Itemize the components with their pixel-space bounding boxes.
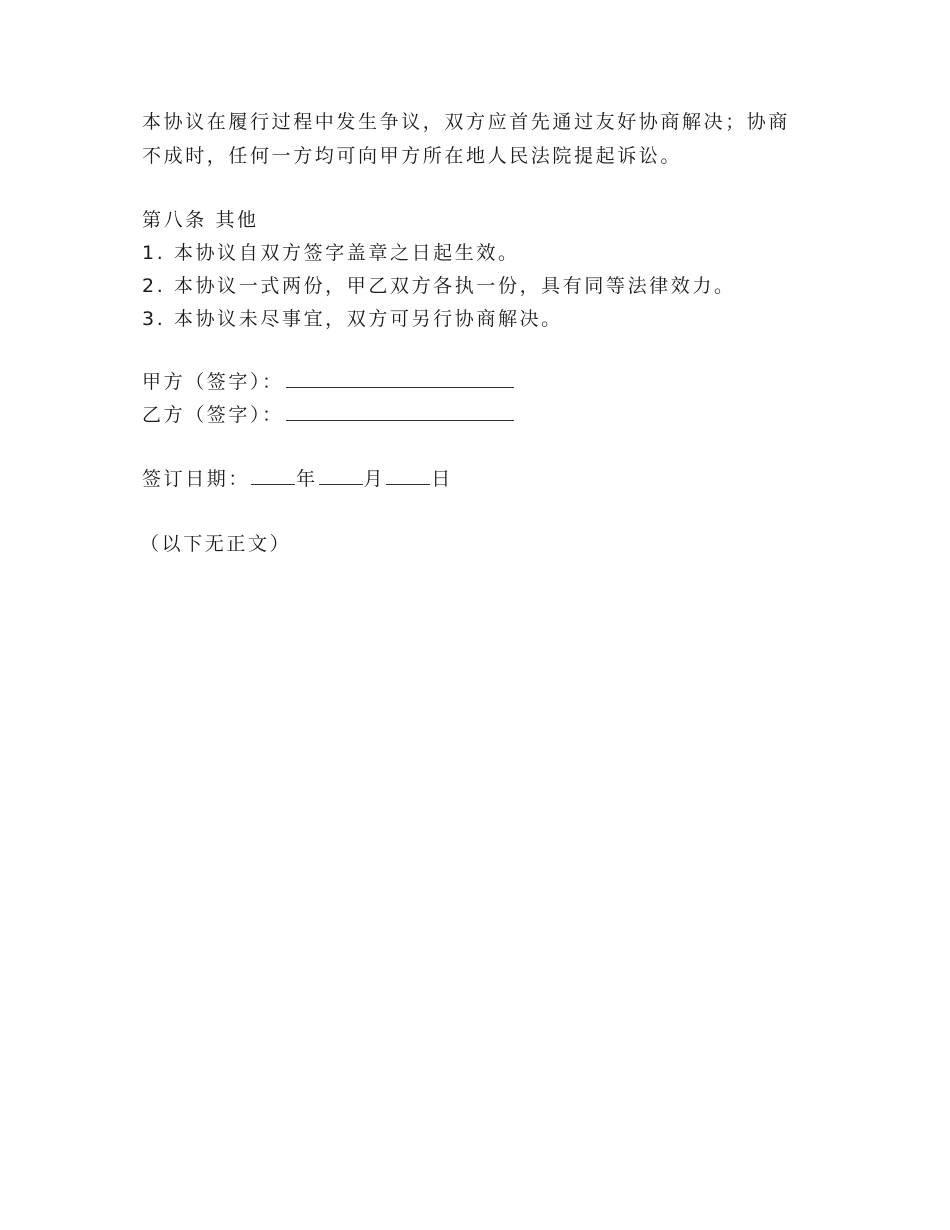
month-unit: 月 xyxy=(363,468,386,490)
year-blank xyxy=(251,470,295,485)
signing-date-row xyxy=(142,467,453,491)
article-8-item-2: 2. 本协议一式两份，甲乙双方各执一份，具有同等法律效力。 xyxy=(142,275,736,297)
signing-date-label: 签订日期： xyxy=(142,468,251,490)
month-blank xyxy=(319,470,363,485)
party-a-signature-row xyxy=(142,370,514,394)
article-8-heading: 第八条 其他 xyxy=(142,209,259,231)
day-unit: 日 xyxy=(431,468,453,490)
day-blank xyxy=(386,470,430,485)
dispute-text-line-2: 不成时，任何一方均可向甲方所在地人民法院提起诉讼。 xyxy=(142,145,683,167)
party-a-signature-blank xyxy=(286,373,514,388)
dispute-text-line-1: 本协议在履行过程中发生争议，双方应首先通过友好协商解决；协商 xyxy=(142,111,791,133)
end-of-text-note: （以下无正文） xyxy=(140,533,292,555)
article-8-item-3: 3. 本协议未尽事宜，双方可另行协商解决。 xyxy=(142,308,563,330)
article-8-item-1: 1. 本协议自双方签字盖章之日起生效。 xyxy=(142,242,520,264)
party-b-signature-label: 乙方（签字）： xyxy=(142,404,284,426)
year-unit: 年 xyxy=(296,468,318,490)
party-b-signature-blank xyxy=(286,406,514,421)
party-b-signature-row xyxy=(142,403,514,427)
party-a-signature-label: 甲方（签字）： xyxy=(142,371,284,393)
